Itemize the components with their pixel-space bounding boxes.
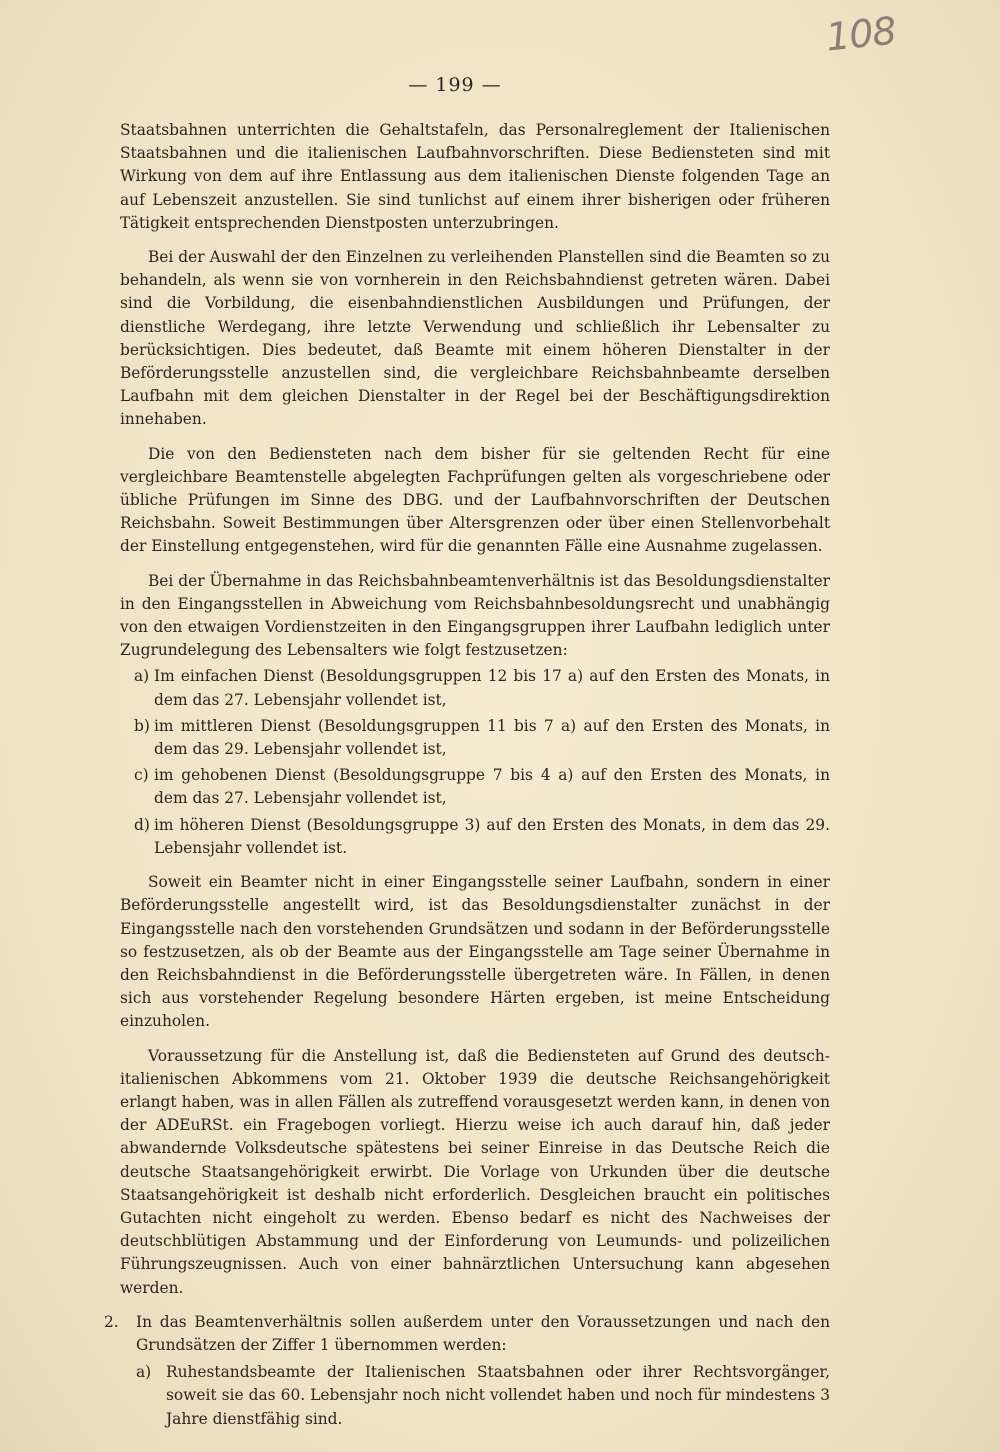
paragraph-6: Voraussetzung für die Anstellung ist, daß die Bediensteten auf Grund des deutsch-italienischen Abkommens vom 21. Oktober 1939 die deutsche Reichsangehörigkeit erlangt haben, was in allen Fällen als zutreffend vorausgesetzt werden kann, in denen von der ADEuRSt. ein Fragebogen vorliegt. Hierzu weise ich auch darauf hin, daß jeder abwandernde Volksdeutsche spätestens bei seiner Einreise in das Deutsche Reich die deutsche Staatsangehörigkeit erwirbt. Die Vorlage von Urkunden über die deutsche Staatsangehörigkeit ist deshalb nicht erforderlich. Desgleichen braucht ein politisches Gutachten nicht eingeholt zu werden. Ebenso bedarf es nicht des Nachweises der deutschblütigen Abstammung und der Einforderung von Leumunds- und polizeilichen Führungszeugnissen. Auch von einer bahnärztlichen Untersuchung kann abgesehen werden. [120, 1046, 830, 1297]
sub-marker: a) [136, 1363, 152, 1382]
numbered-text: In das Beamtenverhältnis sollen außerdem unter den Voraussetzungen und nach den Grundsätzen der Ziffer 1 übernommen werden: [136, 1312, 830, 1354]
paragraph-5: Soweit ein Beamter nicht in einer Eingangsstelle seiner Laufbahn, sondern in einer Beförderungsstelle angestellt wird, ist das Besoldungsdienstalter zunächst in der Eingangsstelle nach den vorstehenden Grundsätzen und sodann in der Beförderungsstelle so festzusetzen, als ob der Beamte aus der Eingangsstelle am Tage seiner Übernahme in den Reichsbahndienst in die Beförderungsstelle übergetreten wäre. In Fällen, in denen sich aus vorstehender Regelung besondere Härten ergeben, ist meine Entscheidung einzuholen. [120, 873, 830, 1031]
numbered-item-2 [104, 1311, 830, 1357]
list-marker: d) [134, 815, 150, 834]
archive-number: 108 [823, 8, 898, 60]
list-item-d [120, 814, 830, 860]
body-text [104, 119, 830, 1431]
list-marker: c) [134, 766, 149, 785]
paragraph-1: Staatsbahnen unterrichten die Gehaltstafeln, das Personalreglement der Italienischen Staatsbahnen und die italienischen Laufbahnvorschriften. Diese Bediensteten sind mit Wirkung von dem auf ihre Entlassung aus dem italienischen Dienste folgenden Tage an auf Lebenszeit anzustellen. Sie sind tunlichst auf einem ihrer bisherigen oder früheren Tätigkeit entsprechenden Dienstposten unterzubringen. [120, 121, 830, 232]
list-text: im gehobenen Dienst (Besoldungsgruppe 7 bis 4 a) auf den Ersten des Monats, in dem das 27. Lebensjahr vollendet ist, [154, 766, 830, 808]
list-text: Im einfachen Dienst (Besoldungsgruppen 12 bis 17 a) auf den Ersten des Monats, in dem das 27. Lebensjahr vollendet ist, [154, 667, 830, 709]
sub-item-a [136, 1361, 830, 1431]
list-item-c [120, 764, 830, 810]
paragraph-3: Die von den Bediensteten nach dem bisher für sie geltenden Recht für eine vergleichbare Beamtenstelle abgelegten Fachprüfungen gelten als vorgeschriebene oder übliche Prüfungen im Sinne des DBG. und der Laufbahnvorschriften der Deutschen Reichsbahn. Soweit Bestimmungen über Altersgrenzen oder über einen Stellenvorbehalt der Einstellung entgegenstehen, wird für die genannten Fälle eine Ausnahme zugelassen. [120, 444, 830, 556]
list-marker: a) [134, 667, 150, 686]
list-marker: b) [134, 716, 150, 735]
list-item-b [120, 715, 830, 761]
list-item-a [120, 665, 830, 711]
page-number: — 199 — [408, 74, 502, 96]
list-text: im mittleren Dienst (Besoldungsgruppen 11 bis 7 a) auf den Ersten des Monats, in dem das 29. Lebensjahr vollendet ist, [154, 716, 830, 759]
paragraph-4: Bei der Übernahme in das Reichsbahnbeamtenverhältnis ist das Besoldungsdienstalter in den Eingangsstellen in Abweichung vom Reichsbahnbesoldungsrecht und unabhängig von den etwaigen Vordienstzeiten in den Eingangsgruppen ihrer Laufbahn lediglich unter Zugrundelegung des Lebensalters wie folgt festzusetzen: [120, 571, 830, 660]
numbered-marker: 2. [104, 1312, 119, 1331]
sub-text: Ruhestandsbeamte der Italienischen Staatsbahnen oder ihrer Rechtsvorgänger, soweit sie das 60. Lebensjahr noch nicht vollendet haben und noch für mindestens 3 Jahre dienstfähig sind. [166, 1363, 830, 1428]
paragraph-2: Bei der Auswahl der den Einzelnen zu verleihenden Planstellen sind die Beamten so zu behandeln, als wenn sie von vornherein in den Reichsbahndienst getreten wären. Dabei sind die Vorbildung, die eisenbahndienstlichen Ausbildungen und Prüfungen, der dienstliche Werdegang, ihre letzte Verwendung und schließlich ihr Lebensalter zu berücksichtigen. Dies bedeutet, daß Beamte mit einem höheren Dienstalter in der Beförderungsstelle anzustellen sind, die vergleichbare Reichsbahnbeamte derselben Laufbahn mit dem gleichen Dienstalter in der Regel bei der Beschäftigungsdirektion innehaben. [120, 248, 830, 429]
list-text: im höheren Dienst (Besoldungsgruppe 3) auf den Ersten des Monats, in dem das 29. Lebensjahr vollendet ist. [154, 815, 830, 857]
